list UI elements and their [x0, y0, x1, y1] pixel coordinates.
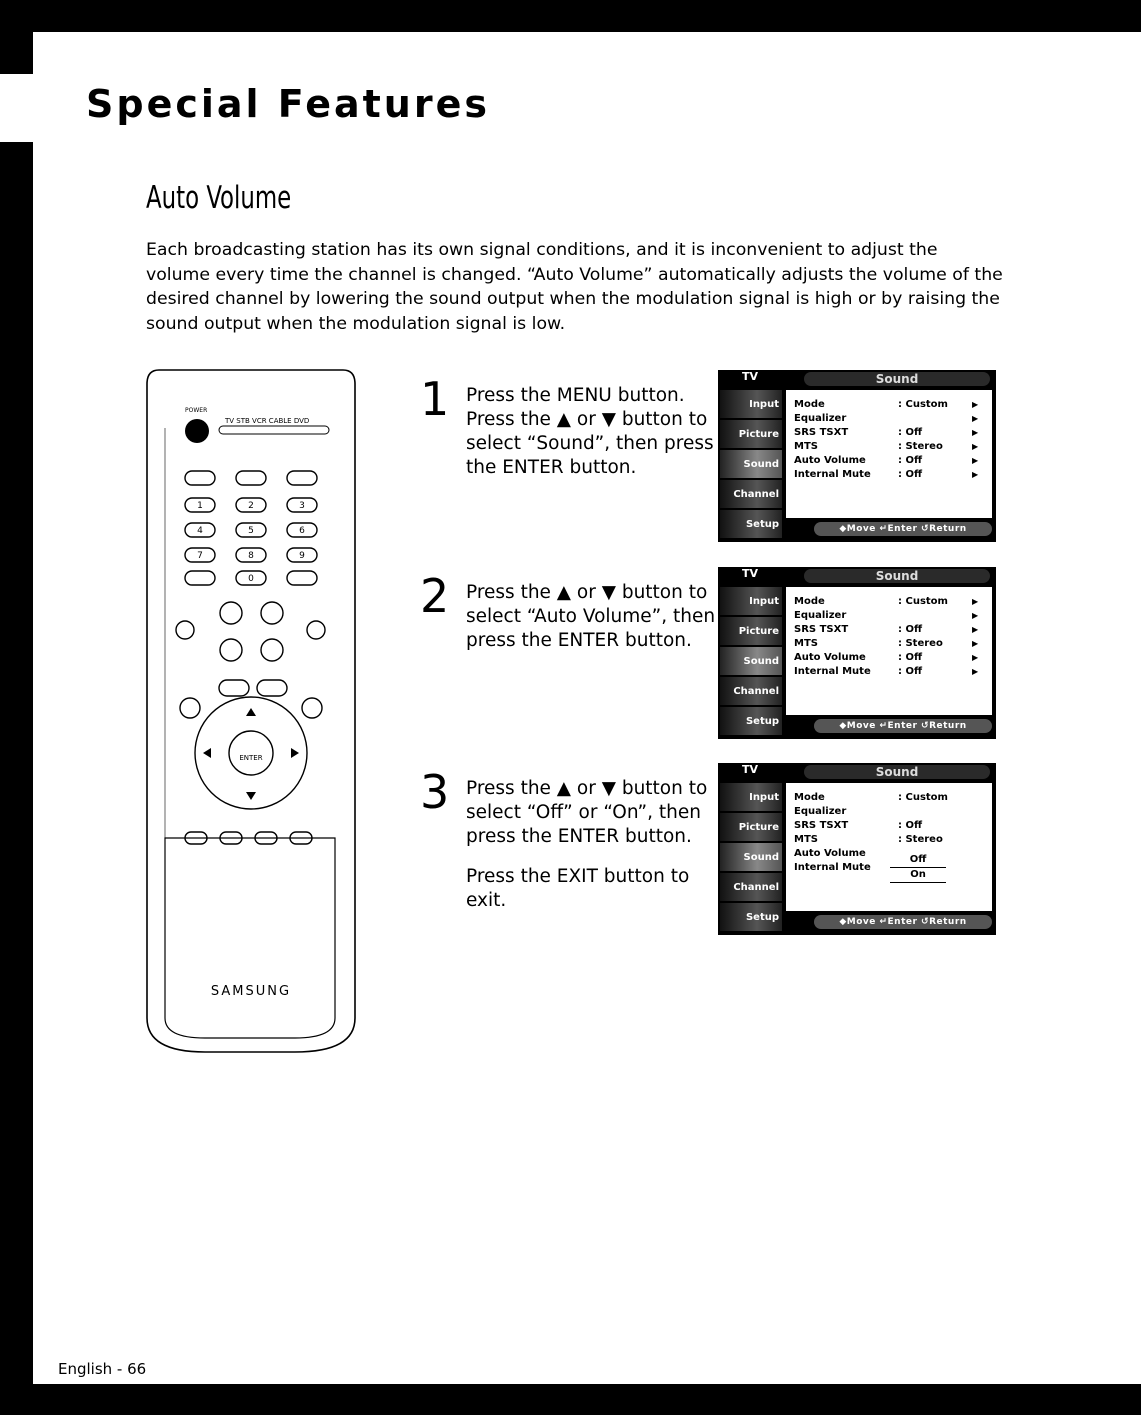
osd-side-input: Input: [720, 783, 782, 811]
arrow-right-icon: ▶: [972, 456, 979, 465]
osd-row-internal-mute: Internal Mute : Off ▶: [794, 469, 979, 480]
page-title: Special Features: [86, 82, 490, 126]
svg-text:5: 5: [248, 526, 254, 536]
osd-title: Sound: [804, 765, 990, 779]
osd-side-input: Input: [720, 390, 782, 418]
left-bar-top: [0, 0, 33, 74]
osd-footer: ◆Move ↵Enter ↺Return: [814, 719, 992, 733]
arrow-right-icon: ▶: [972, 611, 979, 620]
osd-row-auto-volume: Auto Volume: [794, 848, 866, 859]
svg-text:2: 2: [248, 501, 254, 511]
osd-row-mts: MTS : Stereo ▶: [794, 441, 979, 452]
step-instructions: Press the MENU button. Press the ▲ or ▼ button to select “Sound”, then press the ENTER button.: [466, 385, 714, 478]
osd-side-sound: Sound: [720, 647, 782, 675]
osd-row-equalizer: Equalizer ▶: [794, 610, 979, 621]
brand-label: SAMSUNG: [210, 984, 292, 999]
step-instructions: Press the ▲ or ▼ button to select “Auto Volume”, then press the ENTER button.: [466, 582, 716, 651]
svg-text:6: 6: [299, 526, 305, 536]
osd-side-setup: Setup: [720, 707, 782, 735]
arrow-right-icon: ▶: [972, 625, 979, 634]
osd-side-input: Input: [720, 587, 782, 615]
step-number: 3: [420, 765, 450, 819]
power-label: POWER: [185, 407, 208, 414]
arrow-right-icon: ▶: [972, 400, 979, 409]
remote-control-illustration: [145, 368, 357, 1053]
osd-side-setup: Setup: [720, 510, 782, 538]
osd-side-picture: Picture: [720, 617, 782, 645]
step-number: 2: [420, 569, 450, 623]
step-number: 1: [420, 372, 450, 426]
mode-labels: TV STB VCR CABLE DVD: [225, 417, 310, 425]
intro-paragraph: Each broadcasting station has its own signal conditions, and it is inconvenient to adjust the volume every time the channel is changed. “Auto Volume” automatically adjusts the volume of the desired channel by lowering the sound output when the modulation signal is high or by raising the sound output when the modulation signal is low.: [146, 240, 1003, 334]
enter-label: ENTER: [239, 754, 263, 762]
top-bar: [0, 0, 1141, 32]
svg-text:7: 7: [197, 551, 203, 561]
osd-tv-label: TV: [742, 370, 759, 383]
svg-text:3: 3: [299, 501, 305, 511]
osd-panel: [786, 390, 992, 518]
osd-side-sound: Sound: [720, 843, 782, 871]
osd-row-mts: MTS : Stereo ▶: [794, 638, 979, 649]
osd-panel: [786, 587, 992, 715]
osd-row-mts: MTS : Stereo: [794, 834, 943, 845]
arrow-right-icon: ▶: [972, 667, 979, 676]
remote-control-drawing: [145, 368, 357, 1053]
osd-panel: [786, 783, 992, 911]
osd-row-srs: SRS TSXT : Off ▶: [794, 427, 979, 438]
osd-row-srs: SRS TSXT : Off: [794, 820, 923, 831]
osd-sidebar: [720, 587, 782, 737]
osd-side-channel: Channel: [720, 873, 782, 901]
osd-screen-1: [718, 370, 996, 542]
osd-tv-label: TV: [742, 567, 759, 580]
arrow-right-icon: ▶: [972, 639, 979, 648]
osd-footer: ◆Move ↵Enter ↺Return: [814, 522, 992, 536]
step-extra-instructions: Press the EXIT button to exit.: [466, 866, 690, 911]
svg-text:8: 8: [248, 551, 254, 561]
osd-side-setup: Setup: [720, 903, 782, 931]
osd-footer: ◆Move ↵Enter ↺Return: [814, 915, 992, 929]
osd-row-auto-volume: Auto Volume : Off ▶: [794, 455, 979, 466]
arrow-right-icon: ▶: [972, 442, 979, 451]
arrow-right-icon: ▶: [972, 597, 979, 606]
osd-row-mode: Mode : Custom ▶: [794, 596, 979, 607]
osd-row-internal-mute: Internal Mute : Off ▶: [794, 666, 979, 677]
arrow-right-icon: ▶: [972, 653, 979, 662]
left-bar: [0, 142, 33, 1384]
step-instructions: Press the ▲ or ▼ button to select “Off” or “On”, then press the ENTER button.: [466, 778, 708, 847]
osd-screen-3: [718, 763, 996, 935]
osd-sidebar: [720, 783, 782, 933]
arrow-right-icon: ▶: [972, 470, 979, 479]
osd-tv-label: TV: [742, 763, 759, 776]
osd-row-equalizer: Equalizer ▶: [794, 413, 979, 424]
svg-text:1: 1: [197, 501, 203, 511]
osd-option-off: Off: [890, 853, 946, 868]
osd-side-sound: Sound: [720, 450, 782, 478]
osd-side-picture: Picture: [720, 420, 782, 448]
osd-row-mode: Mode : Custom: [794, 792, 948, 803]
osd-side-picture: Picture: [720, 813, 782, 841]
arrow-right-icon: ▶: [972, 414, 979, 423]
osd-screen-2: [718, 567, 996, 739]
page-number: English - 66: [58, 1360, 147, 1378]
bottom-bar: [0, 1384, 1141, 1415]
osd-side-channel: Channel: [720, 677, 782, 705]
osd-row-internal-mute: Internal Mute: [794, 862, 871, 873]
power-button: [185, 419, 209, 443]
osd-row-equalizer: Equalizer: [794, 806, 847, 817]
osd-row-mode: Mode : Custom ▶: [794, 399, 979, 410]
arrow-right-icon: ▶: [972, 428, 979, 437]
svg-text:9: 9: [299, 551, 305, 561]
osd-option-on: On: [890, 868, 946, 883]
osd-title: Sound: [804, 569, 990, 583]
section-title: Auto Volume: [146, 180, 292, 216]
osd-row-srs: SRS TSXT : Off ▶: [794, 624, 979, 635]
osd-title: Sound: [804, 372, 990, 386]
osd-side-channel: Channel: [720, 480, 782, 508]
osd-sidebar: [720, 390, 782, 540]
osd-option-popup: [890, 853, 946, 883]
svg-text:0: 0: [248, 574, 254, 584]
osd-row-auto-volume: Auto Volume : Off ▶: [794, 652, 979, 663]
svg-text:4: 4: [197, 526, 203, 536]
